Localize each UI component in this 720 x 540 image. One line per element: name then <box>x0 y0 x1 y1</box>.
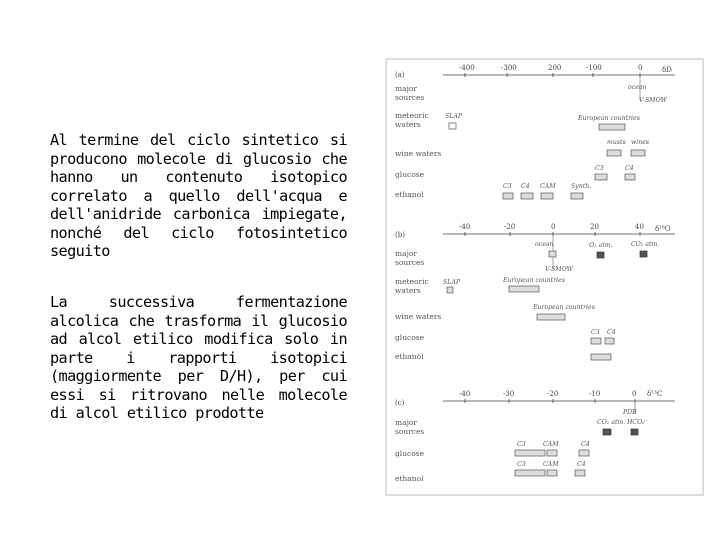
label-c3: C3 <box>503 183 512 190</box>
label-musts: musts <box>607 139 626 146</box>
label-c4: C4 <box>521 183 530 190</box>
range-box <box>549 251 556 257</box>
label-cam: CAM <box>540 183 556 190</box>
label-european-countries: European countries <box>533 304 595 311</box>
panel-c-tick: -30 <box>503 390 515 398</box>
row-label-major-sources: major <box>395 84 418 93</box>
range-box <box>447 287 453 293</box>
label-co2-atm: CO₂ atm. <box>631 241 660 248</box>
panel-b-axis-symbol: δ¹⁸O <box>655 225 671 233</box>
range-box <box>515 470 545 476</box>
row-label-meteoric-waters: meteoric <box>395 111 429 120</box>
panel-c-tick: -20 <box>547 390 559 398</box>
range-box <box>521 193 533 199</box>
range-box <box>640 251 647 257</box>
label-ocean: ocean <box>628 84 647 91</box>
label-synth: Synth. <box>571 183 592 190</box>
label-c4: C4 <box>607 329 616 336</box>
panel-c-label: (c) <box>395 399 405 407</box>
row-label-meteoric-waters: waters <box>395 286 421 295</box>
panel-a-tick: -100 <box>586 64 602 72</box>
range-box <box>571 193 583 199</box>
label-c3: C3 <box>517 441 526 448</box>
range-box <box>595 174 607 180</box>
panel-b-tick: -20 <box>504 223 516 231</box>
range-box <box>515 450 545 456</box>
row-label-wine-waters: wine waters <box>395 149 442 158</box>
panel-a-label: (a) <box>395 71 405 79</box>
row-label-major-sources: major <box>395 418 418 427</box>
row-label-glucose: glucose <box>395 333 425 342</box>
range-box <box>547 450 557 456</box>
range-box <box>509 286 539 292</box>
row-label-glucose: glucose <box>395 449 425 458</box>
label-c4: C4 <box>577 461 586 468</box>
panel-a <box>395 64 675 199</box>
label-wines: wines <box>631 139 650 146</box>
panel-b-tick: 0 <box>551 223 556 231</box>
label-c3: C3 <box>595 165 604 172</box>
label-vsmow: V-SMOW <box>639 97 667 104</box>
row-label-ethanol: ethanol <box>395 190 424 199</box>
panel-c-tick: 0 <box>632 390 637 398</box>
range-box <box>625 174 635 180</box>
label-c4: C4 <box>625 165 634 172</box>
panel-c-tick: -10 <box>589 390 601 398</box>
row-label-major-sources: major <box>395 249 418 258</box>
row-label-meteoric-waters: meteoric <box>395 277 429 286</box>
row-label-major-sources: sources <box>395 258 425 267</box>
label-slap: SLAP <box>445 113 462 120</box>
range-box <box>599 124 625 130</box>
panel-c <box>395 390 675 483</box>
range-box <box>631 429 638 435</box>
label-o2-atm: O₂ atm. <box>589 242 613 249</box>
label-cam: CAM <box>543 461 559 468</box>
row-label-meteoric-waters: waters <box>395 120 421 129</box>
label-pdb: PDB <box>623 409 637 416</box>
label-c3: C3 <box>591 329 600 336</box>
row-label-major-sources: sources <box>395 93 425 102</box>
range-box <box>537 314 565 320</box>
range-box <box>603 429 611 435</box>
label-european-countries: European countries <box>503 277 565 284</box>
range-box <box>605 338 614 344</box>
range-box <box>541 193 553 199</box>
panel-b-tick: 20 <box>590 223 599 231</box>
range-box <box>631 150 645 156</box>
range-box <box>449 123 456 129</box>
range-box <box>575 470 585 476</box>
panel-a-tick: -400 <box>459 64 475 72</box>
range-box <box>607 150 621 156</box>
label-ocean: ocean <box>535 241 554 248</box>
range-box <box>591 338 601 344</box>
isotope-figure <box>385 58 705 498</box>
label-c4: C4 <box>581 441 590 448</box>
panel-a-tick: -300 <box>501 64 517 72</box>
panel-c-axis-symbol: δ¹³C <box>647 390 663 398</box>
label-c3: C3 <box>517 461 526 468</box>
panel-b-label: (b) <box>395 231 405 239</box>
panel-a-tick: 0 <box>638 64 643 72</box>
label-hco3: HCO₃⁻ <box>627 419 648 426</box>
paragraph-fermentation: La successiva fermentazione alcolica che trasforma il glucosio ad alcol etilico modifica solo in parte i rapporti isotopici (maggiormente per D/H), per cui essi si ritrovano nelle molecole di alcol etilico prodotte <box>50 293 347 423</box>
panel-c-tick: -40 <box>459 390 471 398</box>
row-label-ethanol: ethanol <box>395 352 424 361</box>
row-label-major-sources: sources <box>395 427 425 436</box>
label-cam: CAM <box>543 441 559 448</box>
range-box <box>579 450 589 456</box>
row-label-ethanol: ethanol <box>395 474 424 483</box>
panel-a-tick: 200 <box>548 64 562 72</box>
range-box <box>597 252 604 258</box>
row-label-glucose: glucose <box>395 170 425 179</box>
panel-b-tick: 40 <box>635 223 644 231</box>
row-label-wine-waters: wine waters <box>395 312 442 321</box>
paragraph-synthesis: Al termine del ciclo sintetico si producono molecole di glucosio che hanno un contenuto isotopico correlato a quello dell'acqua e dell'anidride carbonica impiegate, nonché del ciclo fotosintetico seguito <box>50 131 347 261</box>
label-co2-atm: CO₂ atm. <box>597 419 626 426</box>
range-box <box>591 354 611 360</box>
range-box <box>503 193 513 199</box>
panel-b <box>395 223 675 361</box>
panel-b-tick: -40 <box>459 223 471 231</box>
range-box <box>547 470 557 476</box>
label-vsmow: V-SMOW <box>545 266 573 273</box>
label-european-countries: European countries <box>578 115 640 122</box>
panel-a-axis-symbol: δD <box>662 66 672 74</box>
label-slap: SLAP <box>443 279 460 286</box>
